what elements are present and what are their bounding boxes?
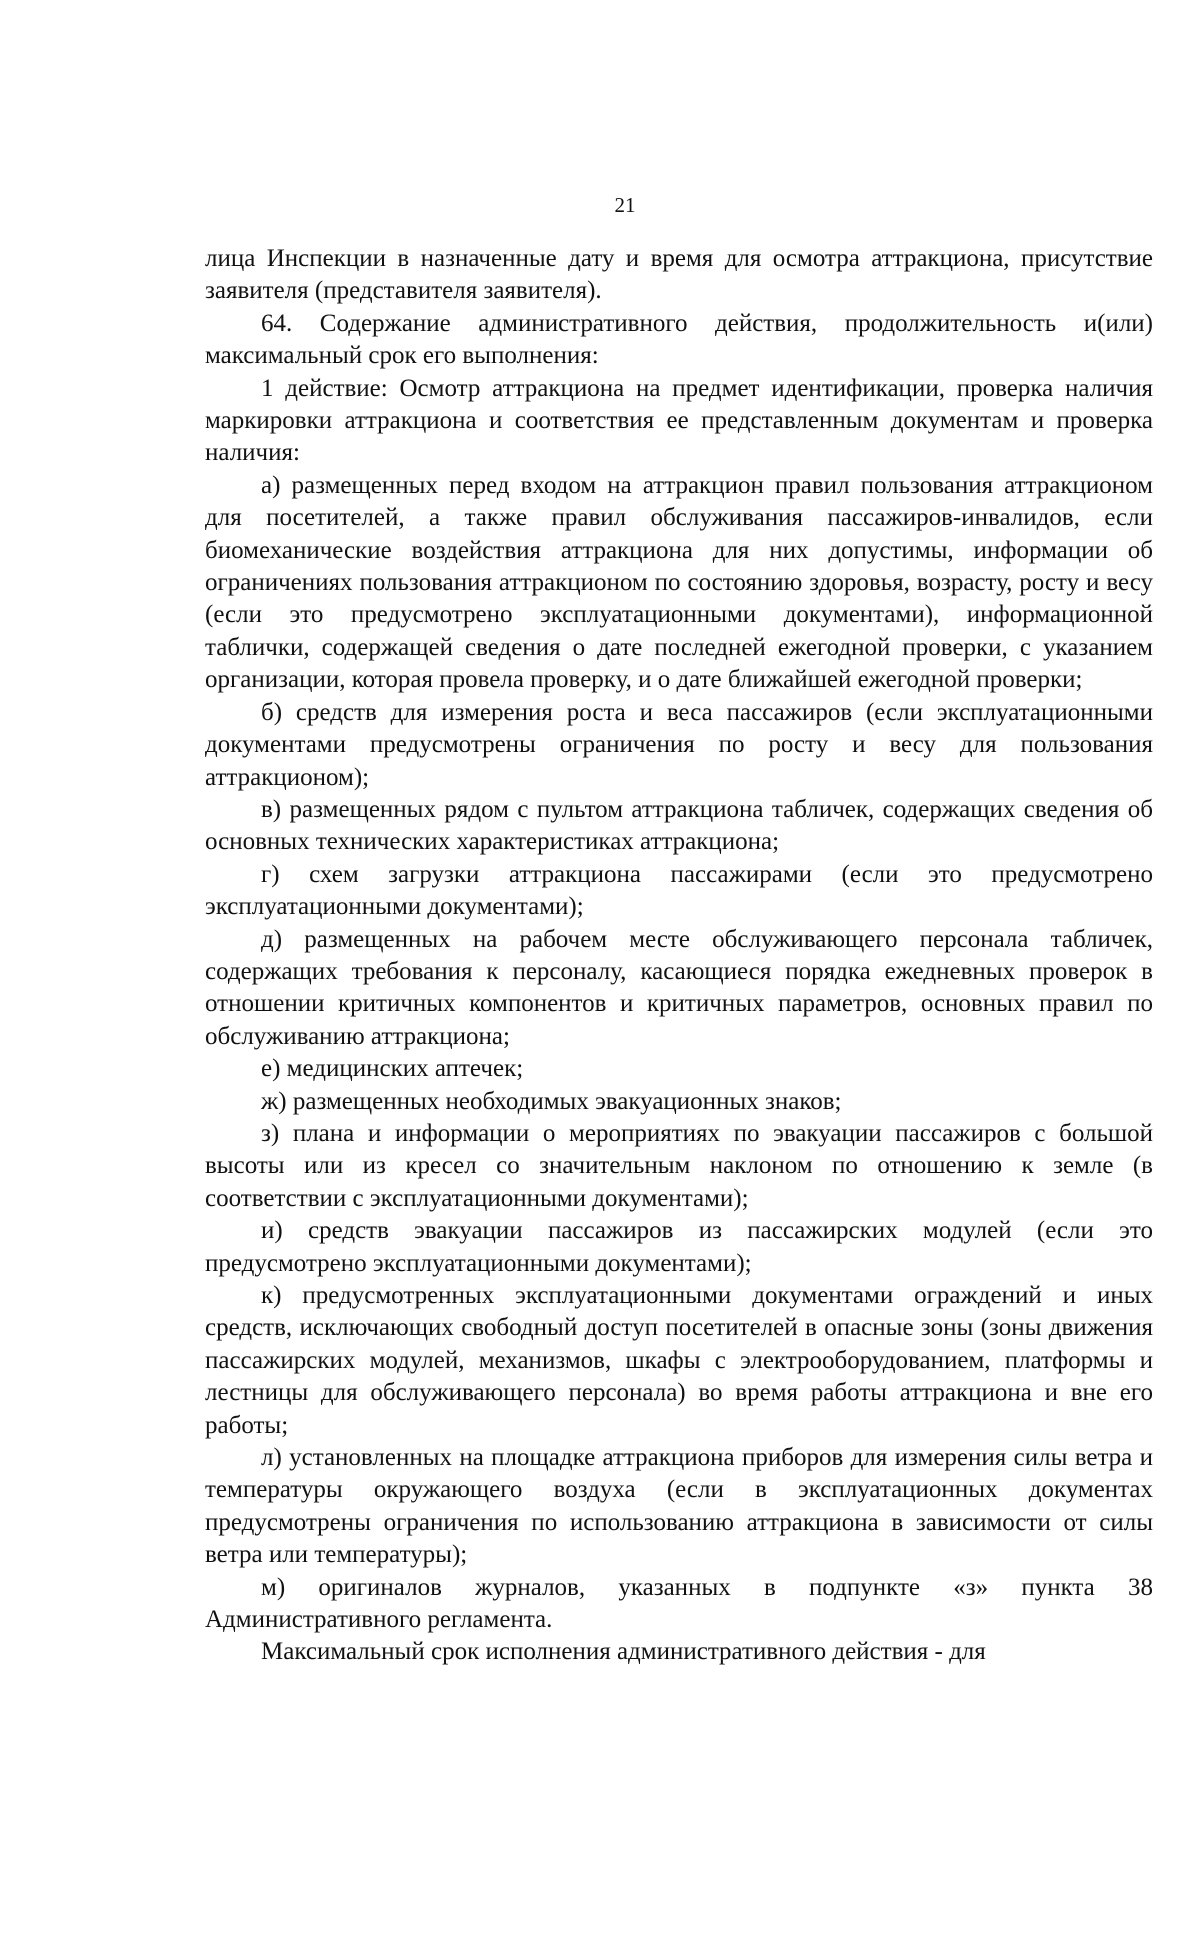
paragraph-max-term: Максимальный срок исполнения административного действия - для xyxy=(261,1638,986,1666)
list-item-a: а) размещенных перед входом на аттракцион правил пользования аттракционом для посетителей, а также правил обслуживания пассажиров-инвалидов, если биомеханические воздействия аттракциона для них допустимы, информации об ограничениях пользования аттракционом по состоянию здоровья, возрасту, росту и весу (если это предусмотрено эксплуатационными документами), информационной таблички, содержащей сведения о дате последней ежегодной проверки, с указанием организации, которая провела проверку, и о дате ближайшей ежегодной проверки; xyxy=(205,471,1153,694)
list-item-e: е) медицинских аптечек; xyxy=(261,1055,524,1083)
list-item-d: д) размещенных на рабочем месте обслуживающего персонала табличек, содержащих требования к персоналу, касающиеся порядка ежедневных проверок в отношении критичных компонентов и критичных параметров, основных правил по обслуживанию аттракциона; xyxy=(205,925,1153,1050)
list-item-z: з) плана и информации о мероприятиях по эвакуации пассажиров с большой высоты или из кресел со значительным наклоном по отношению к земле (в соответствии с эксплуатационными документами); xyxy=(205,1119,1153,1212)
list-item-l: л) установленных на площадке аттракциона приборов для измерения силы ветра и температуры окружающего воздуха (если в эксплуатационных документах предусмотрены ограничения по использованию аттракциона в зависимости от силы ветра или температуры); xyxy=(205,1444,1153,1569)
list-item-b: б) средств для измерения роста и веса пассажиров (если эксплуатационными документами предусмотрены ограничения по росту и весу для пользования аттракционом); xyxy=(205,698,1153,791)
list-item-k: к) предусмотренных эксплуатационными документами ограждений и иных средств, исключающих свободный доступ посетителей в опасные зоны (зоны движения пассажирских модулей, механизмов, шкафы с электрооборудованием, платформы и лестницы для обслуживающего персонала) во время работы аттракциона и вне его работы; xyxy=(205,1282,1153,1439)
paragraph-item-64: 64. Содержание административного действия, продолжительность и(или) максимальный срок его выполнения: xyxy=(205,309,1153,370)
list-item-i: и) средств эвакуации пассажиров из пассажирских модулей (если это предусмотрено эксплуатационными документами); xyxy=(205,1217,1153,1277)
paragraph-continuation: лица Инспекции в назначенные дату и время для осмотра аттракциона, присутствие заявителя (представителя заявителя). xyxy=(205,245,1153,305)
list-item-v: в) размещенных рядом с пультом аттракциона табличек, содержащих сведения об основных технических характеристиках аттракциона; xyxy=(205,795,1153,856)
list-item-m: м) оригиналов журналов, указанных в подпункте «з» пункта 38 Административного регламента. xyxy=(205,1573,1153,1634)
list-item-zh: ж) размещенных необходимых эвакуационных знаков; xyxy=(261,1087,842,1115)
paragraph-action-1: 1 действие: Осмотр аттракциона на предмет идентификации, проверка наличия маркировки аттракциона и соответствия ее представленным документам и проверка наличия: xyxy=(205,374,1153,467)
list-item-g: г) схем загрузки аттракциона пассажирами (если это предусмотрено эксплуатационными документами); xyxy=(205,860,1153,921)
page-number: 21 xyxy=(614,193,636,217)
document-body xyxy=(205,243,1153,1669)
